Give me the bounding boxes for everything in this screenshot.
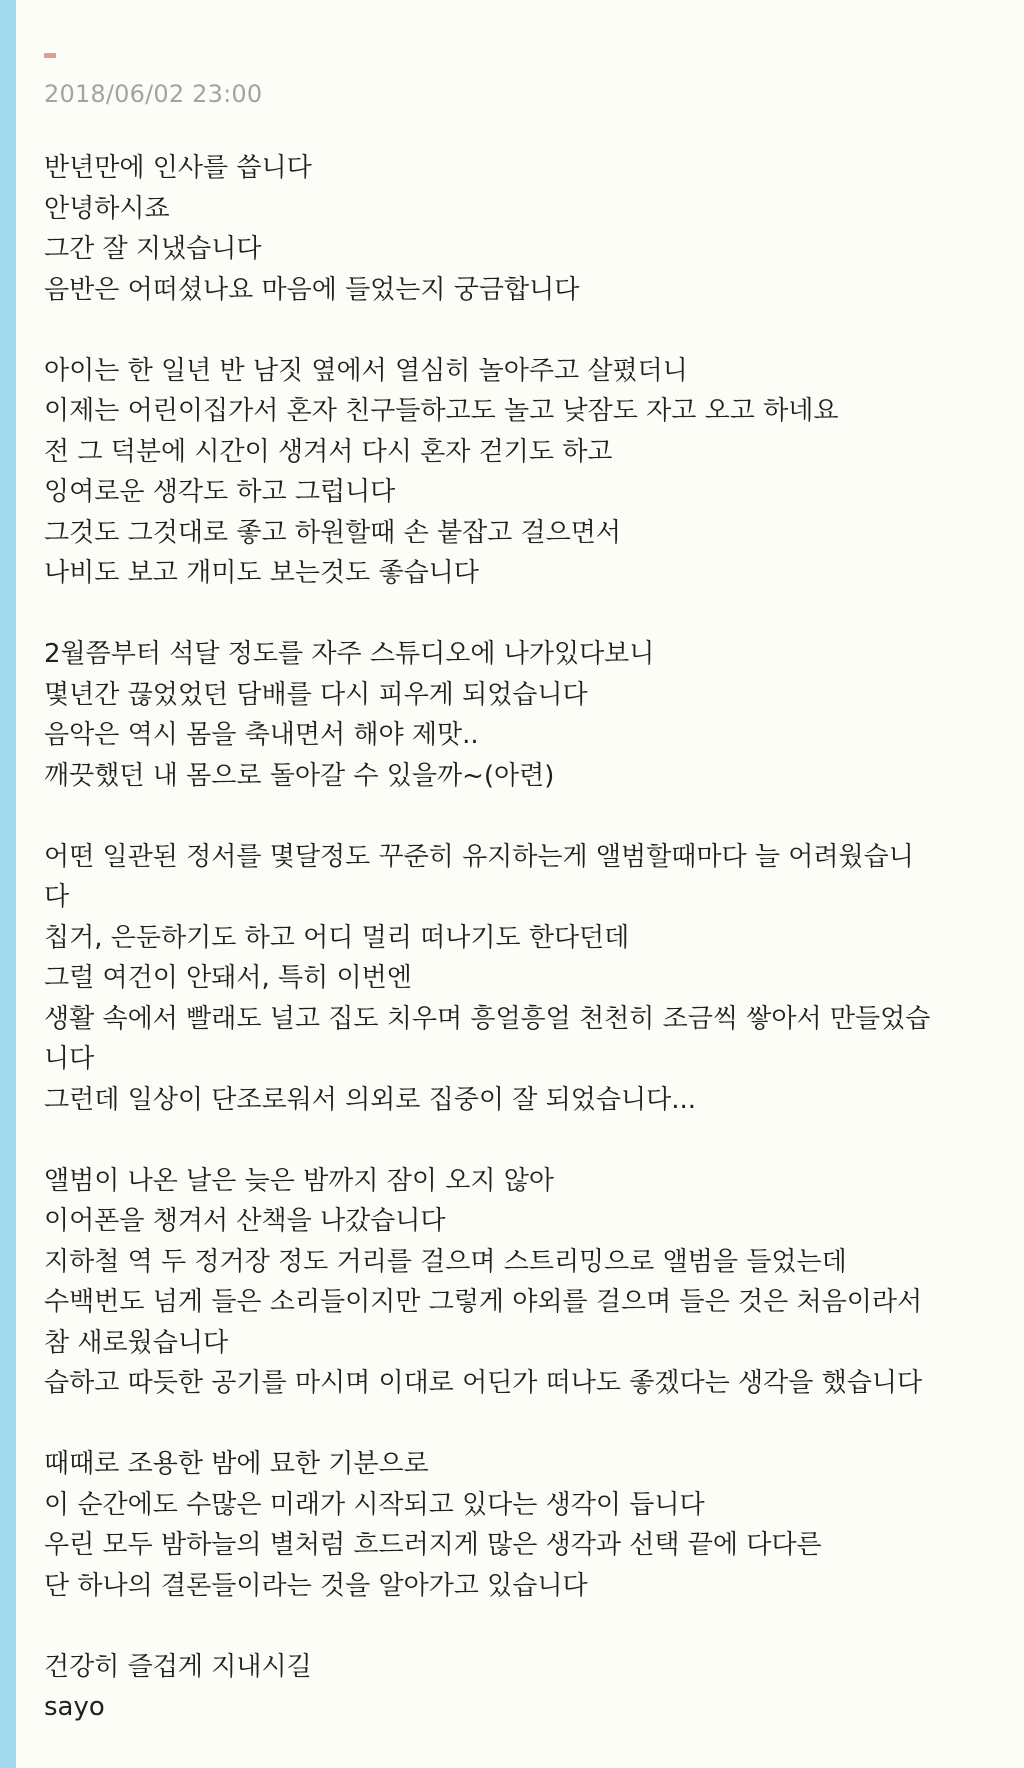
post-paragraph — [44, 837, 1004, 1121]
post-line: 2월쯤부터 석달 정도를 자주 스튜디오에 나가있다보니 — [44, 639, 655, 669]
post-line: 아이는 한 일년 반 남짓 옆에서 열심히 놀아주고 살폈더니 — [44, 355, 688, 386]
post-line: 니다 — [44, 1044, 95, 1074]
post-line: 앨범이 나온 날은 늦은 밤까지 잠이 오지 않아 — [44, 1165, 554, 1196]
post-line: 생활 속에서 빨래도 널고 집도 치우며 흥얼흥얼 천천히 조금씩 쌓아서 만들었습 — [44, 1003, 931, 1034]
post-line: 그것도 그것대로 좋고 하원할때 손 붙잡고 걸으면서 — [44, 517, 622, 548]
post-paragraph — [44, 351, 1004, 594]
post-line: 건강히 즐겁게 지내시길 — [44, 1651, 312, 1682]
post-paragraph — [44, 634, 1004, 796]
post-line: 칩거, 은둔하기도 하고 어디 멀리 떠나기도 한다던데 — [44, 922, 630, 953]
post-line: 습하고 따듯한 공기를 마시며 이대로 어딘가 떠나도 좋겠다는 생각을 했습니다 — [44, 1368, 923, 1398]
post-line: 그럴 여건이 안돼서, 특히 이번엔 — [44, 963, 412, 993]
post-line: 그간 잘 지냈습니다 — [44, 234, 262, 264]
post-date: 2018/06/02 23:00 — [44, 80, 263, 108]
post-line: 음악은 역시 몸을 축내면서 해야 제맛.. — [44, 720, 479, 750]
post-line: 이어폰을 챙겨서 산책을 나갔습니다 — [44, 1206, 446, 1236]
post-line: 나비도 보고 개미도 보는것도 좋습니다 — [44, 558, 479, 588]
left-accent-bar — [0, 0, 16, 1768]
post-line: 단 하나의 결론들이라는 것을 알아가고 있습니다 — [44, 1570, 588, 1601]
post-line: 때때로 조용한 밤에 묘한 기분으로 — [44, 1449, 429, 1479]
post-line: 다 — [44, 882, 70, 912]
post-line: 깨끗했던 내 몸으로 돌아갈 수 있을까~(아련) — [44, 760, 555, 791]
post-paragraph — [44, 1444, 1004, 1606]
post-line: 전 그 덕분에 시간이 생겨서 다시 혼자 걷기도 하고 — [44, 436, 613, 467]
post-line: 지하철 역 두 정거장 정도 거리를 걸으며 스트리밍으로 앨범을 들었는데 — [44, 1246, 847, 1277]
post-line: 음반은 어떠셨나요 마음에 들었는지 궁금합니다 — [44, 274, 580, 305]
post-line: 참 새로웠습니다 — [44, 1327, 229, 1358]
post-line: 잉여로운 생각도 하고 그럽니다 — [44, 477, 396, 507]
post-line: 그런데 일상이 단조로워서 의외로 집중이 잘 되었습니다... — [44, 1084, 697, 1115]
post-paragraph — [44, 1161, 1004, 1404]
post-paragraph — [44, 148, 1004, 310]
post-line: 수백번도 넘게 들은 소리들이지만 그렇게 야외를 걸으며 들은 것은 처음이라서 — [44, 1287, 923, 1317]
post-body — [44, 148, 1004, 1768]
post-line: 안녕하시죠 — [44, 193, 170, 224]
post-line: sayo — [44, 1692, 105, 1722]
post-line: 어떤 일관된 정서를 몇달정도 꾸준히 유지하는게 앨범할때마다 늘 어려웠습니 — [44, 841, 914, 872]
post-line: 몇년간 끊었었던 담배를 다시 피우게 되었습니다 — [44, 679, 588, 710]
post-line: 우린 모두 밤하늘의 별처럼 흐드러지게 많은 생각과 선택 끝에 다다른 — [44, 1530, 822, 1560]
post-line: 이제는 어린이집가서 혼자 친구들하고도 놀고 낮잠도 자고 오고 하네요 — [44, 396, 839, 426]
post-line: 이 순간에도 수많은 미래가 시작되고 있다는 생각이 듭니다 — [44, 1489, 705, 1520]
post-line: 반년만에 인사를 씁니다 — [44, 153, 312, 183]
post-marker — [44, 53, 56, 58]
post-paragraph — [44, 1647, 1004, 1728]
